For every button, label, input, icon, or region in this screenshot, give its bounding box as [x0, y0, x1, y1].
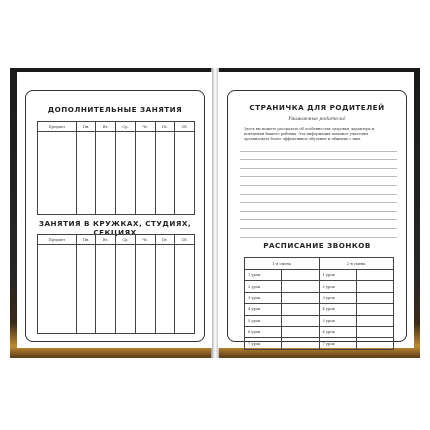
col-wed: Ср. [116, 235, 136, 245]
col-subject: Предмет [38, 122, 77, 132]
parents-page-title: СТРАНИЧКА ДЛЯ РОДИТЕЛЕЙ [249, 103, 385, 112]
greeting: Уважаемые родители! [288, 117, 346, 122]
left-page [17, 72, 212, 348]
table-row [38, 245, 195, 334]
table-row: 2 урок 2 урок [245, 281, 394, 292]
col-sat: Сб. [175, 235, 195, 245]
additional-classes-title: ДОПОЛНИТЕЛЬНЫЕ ЗАНЯТИЯ [47, 105, 183, 114]
table-row: 4 урок 4 урок [245, 304, 394, 315]
intro-text: Здесь вы можете рассказать об особенностях здоровья, характера и поведения Вашего ребенка. Эта информация поможет учителям организовать более эффективное обучение и общение с ним. [244, 127, 375, 141]
right-page [218, 72, 414, 348]
notes-lines [240, 143, 397, 238]
table-row: 3 урок 3 урок [245, 292, 394, 303]
right-page-frame [227, 90, 407, 346]
shift2-header: 2-я смена [319, 258, 394, 270]
col-thu: Чт. [135, 122, 155, 132]
col-tue: Вт. [96, 122, 116, 132]
table-row: 6 урок 6 урок [245, 326, 394, 337]
clubs-table [37, 234, 195, 334]
col-tue: Вт. [96, 235, 116, 245]
col-thu: Чт. [135, 235, 155, 245]
left-page-frame [25, 90, 205, 342]
bell-schedule-table [244, 257, 394, 350]
col-sat: Сб. [175, 122, 195, 132]
table-row: 5 урок 5 урок [245, 315, 394, 326]
table-row: 1 урок 1 урок [245, 270, 394, 281]
table-row: 7 урок 7 урок [245, 338, 394, 349]
bells-title: РАСПИСАНИЕ ЗВОНКОВ [263, 241, 371, 250]
col-mon: Пн. [76, 122, 96, 132]
clubs-title: ЗАНЯТИЯ В КРУЖКАХ, СТУДИЯХ, СЕКЦИЯХ [38, 219, 192, 237]
table-row [38, 132, 195, 215]
col-fri: Пт. [155, 122, 175, 132]
col-subject: Предмет [38, 235, 77, 245]
additional-classes-table [37, 121, 195, 215]
col-fri: Пт. [155, 235, 175, 245]
col-wed: Ср. [116, 122, 136, 132]
shift1-header: 1-я смена [245, 258, 320, 270]
col-mon: Пн. [76, 235, 96, 245]
